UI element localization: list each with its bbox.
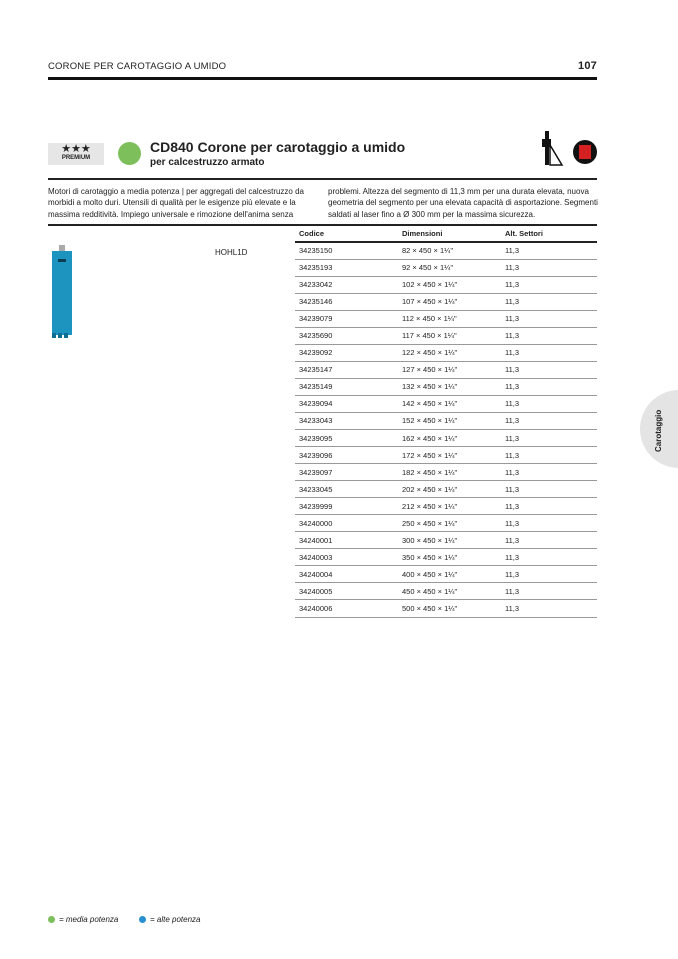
product-subtitle: per calcestruzzo armato: [150, 157, 265, 168]
legend-label: = alte potenza: [150, 915, 201, 924]
dimensions-cell: 212 × 450 × 1¼": [398, 498, 501, 515]
table-row: [295, 498, 597, 515]
column-header-dimensions: Dimensioni: [398, 226, 501, 242]
column-header-code: Codice: [295, 226, 398, 242]
segment-height-cell: 11,3: [501, 242, 597, 259]
table-row: [295, 532, 597, 549]
segment-height-cell: 11,3: [501, 447, 597, 464]
segment-height-cell: 11,3: [501, 344, 597, 361]
segment-height-cell: 11,3: [501, 515, 597, 532]
page-number: 107: [578, 60, 597, 72]
table-row: [295, 327, 597, 344]
green-dot-icon: [48, 916, 55, 923]
dimensions-cell: 182 × 450 × 1¼": [398, 464, 501, 481]
code-cell: 34240003: [295, 549, 398, 566]
segment-height-cell: 11,3: [501, 549, 597, 566]
type-label: HOHL1D: [215, 248, 248, 257]
segment-height-cell: 11,3: [501, 395, 597, 412]
segment-height-cell: 11,3: [501, 566, 597, 583]
code-cell: 34239999: [295, 498, 398, 515]
segment-height-cell: 11,3: [501, 310, 597, 327]
code-cell: 34240005: [295, 583, 398, 600]
segment-height-cell: 11,3: [501, 532, 597, 549]
code-cell: 34239095: [295, 430, 398, 447]
badge-label: PREMIUM: [61, 155, 91, 161]
segment-height-cell: 11,3: [501, 293, 597, 310]
code-cell: 34235193: [295, 259, 398, 276]
dimensions-cell: 127 × 450 × 1¼": [398, 361, 501, 378]
table-row: [295, 600, 597, 617]
code-cell: 34233042: [295, 276, 398, 293]
stars-icon: ★★★: [61, 143, 91, 155]
premium-badge: [48, 143, 104, 165]
dimensions-cell: 82 × 450 × 1¼": [398, 242, 501, 259]
dimensions-cell: 202 × 450 × 1¼": [398, 481, 501, 498]
code-cell: 34233045: [295, 481, 398, 498]
table-row: [295, 395, 597, 412]
code-cell: 34239079: [295, 310, 398, 327]
dimensions-cell: 122 × 450 × 1¼": [398, 344, 501, 361]
code-cell: 34240006: [295, 600, 398, 617]
table-row: [295, 293, 597, 310]
core-drill-bit-image: [52, 245, 72, 340]
code-cell: 34235149: [295, 378, 398, 395]
table-row: [295, 412, 597, 429]
application-icons: [540, 131, 600, 172]
segment-height-cell: 11,3: [501, 583, 597, 600]
divider: [48, 77, 597, 80]
dimensions-cell: 152 × 450 × 1¼": [398, 412, 501, 429]
table-row: [295, 447, 597, 464]
dimensions-cell: 172 × 450 × 1¼": [398, 447, 501, 464]
code-cell: 34239094: [295, 395, 398, 412]
reinforced-concrete-icon: [573, 140, 597, 164]
segment-height-cell: 11,3: [501, 378, 597, 395]
dimensions-cell: 300 × 450 × 1¼": [398, 532, 501, 549]
power-indicator-dot: [118, 142, 141, 165]
code-cell: 34239097: [295, 464, 398, 481]
legend-item: [48, 915, 118, 924]
code-cell: 34235690: [295, 327, 398, 344]
table-row: [295, 276, 597, 293]
table-row: [295, 310, 597, 327]
code-cell: 34240004: [295, 566, 398, 583]
table-row: [295, 344, 597, 361]
dimensions-cell: 112 × 450 × 1¼": [398, 310, 501, 327]
code-cell: 34239092: [295, 344, 398, 361]
segment-height-cell: 11,3: [501, 412, 597, 429]
running-header: [48, 61, 597, 72]
drill-rig-icon: [542, 131, 562, 165]
divider: [48, 178, 597, 180]
column-header-segment-height: Alt. Settori: [501, 226, 597, 242]
section-tab-label: Carotaggio: [654, 409, 663, 452]
section-title: CORONE PER CAROTAGGIO A UMIDO: [48, 61, 227, 72]
dimensions-cell: 142 × 450 × 1¼": [398, 395, 501, 412]
table-row: [295, 259, 597, 276]
segment-height-cell: 11,3: [501, 464, 597, 481]
segment-height-cell: 11,3: [501, 481, 597, 498]
table-row: [295, 242, 597, 259]
section-tab[interactable]: [640, 390, 678, 468]
table-row: [295, 430, 597, 447]
dimensions-cell: 107 × 450 × 1¼": [398, 293, 501, 310]
dimensions-cell: 102 × 450 × 1¼": [398, 276, 501, 293]
dimensions-cell: 250 × 450 × 1¼": [398, 515, 501, 532]
blue-dot-icon: [139, 916, 146, 923]
table-row: [295, 515, 597, 532]
code-cell: 34235146: [295, 293, 398, 310]
product-title: CD840 Corone per carotaggio a umido: [150, 139, 406, 155]
code-cell: 34235147: [295, 361, 398, 378]
segment-height-cell: 11,3: [501, 327, 597, 344]
segment-height-cell: 11,3: [501, 600, 597, 617]
code-cell: 34235150: [295, 242, 398, 259]
segment-height-cell: 11,3: [501, 259, 597, 276]
dimensions-cell: 162 × 450 × 1¼": [398, 430, 501, 447]
segment-height-cell: 11,3: [501, 430, 597, 447]
table-row: [295, 361, 597, 378]
legend-item: [139, 915, 200, 924]
dimensions-cell: 450 × 450 × 1¼": [398, 583, 501, 600]
table-row: [295, 378, 597, 395]
segment-height-cell: 11,3: [501, 498, 597, 515]
table-row: [295, 464, 597, 481]
dimensions-cell: 132 × 450 × 1¼": [398, 378, 501, 395]
description-left: Motori di carotaggio a media potenza | per aggregati del calcestruzzo da morbidi a molto duri. Utensili di qualità per le esigenze più elevate e la massima redditività. Impiego universale e rimozione dell'anima senza: [48, 187, 305, 219]
product-table: [295, 226, 597, 618]
segment-height-cell: 11,3: [501, 276, 597, 293]
table-row: [295, 481, 597, 498]
dimensions-cell: 400 × 450 × 1¼": [398, 566, 501, 583]
legend-label: = media potenza: [59, 915, 119, 924]
dimensions-cell: 117 × 450 × 1¼": [398, 327, 501, 344]
table-row: [295, 549, 597, 566]
description-right: problemi. Altezza del segmento di 11,3 mm per una durata elevata, nuova geometria del segmento per una elevata capacità di asportazione. Segmenti saldati al laser fino a Ø 300 mm per la massima sicurezza.: [328, 187, 598, 219]
dimensions-cell: 92 × 450 × 1¼": [398, 259, 501, 276]
dimensions-cell: 500 × 450 × 1¼": [398, 600, 501, 617]
code-cell: 34240000: [295, 515, 398, 532]
code-cell: 34239096: [295, 447, 398, 464]
table-row: [295, 583, 597, 600]
segment-height-cell: 11,3: [501, 361, 597, 378]
code-cell: 34240001: [295, 532, 398, 549]
dimensions-cell: 350 × 450 × 1¼": [398, 549, 501, 566]
code-cell: 34233043: [295, 412, 398, 429]
table-row: [295, 566, 597, 583]
